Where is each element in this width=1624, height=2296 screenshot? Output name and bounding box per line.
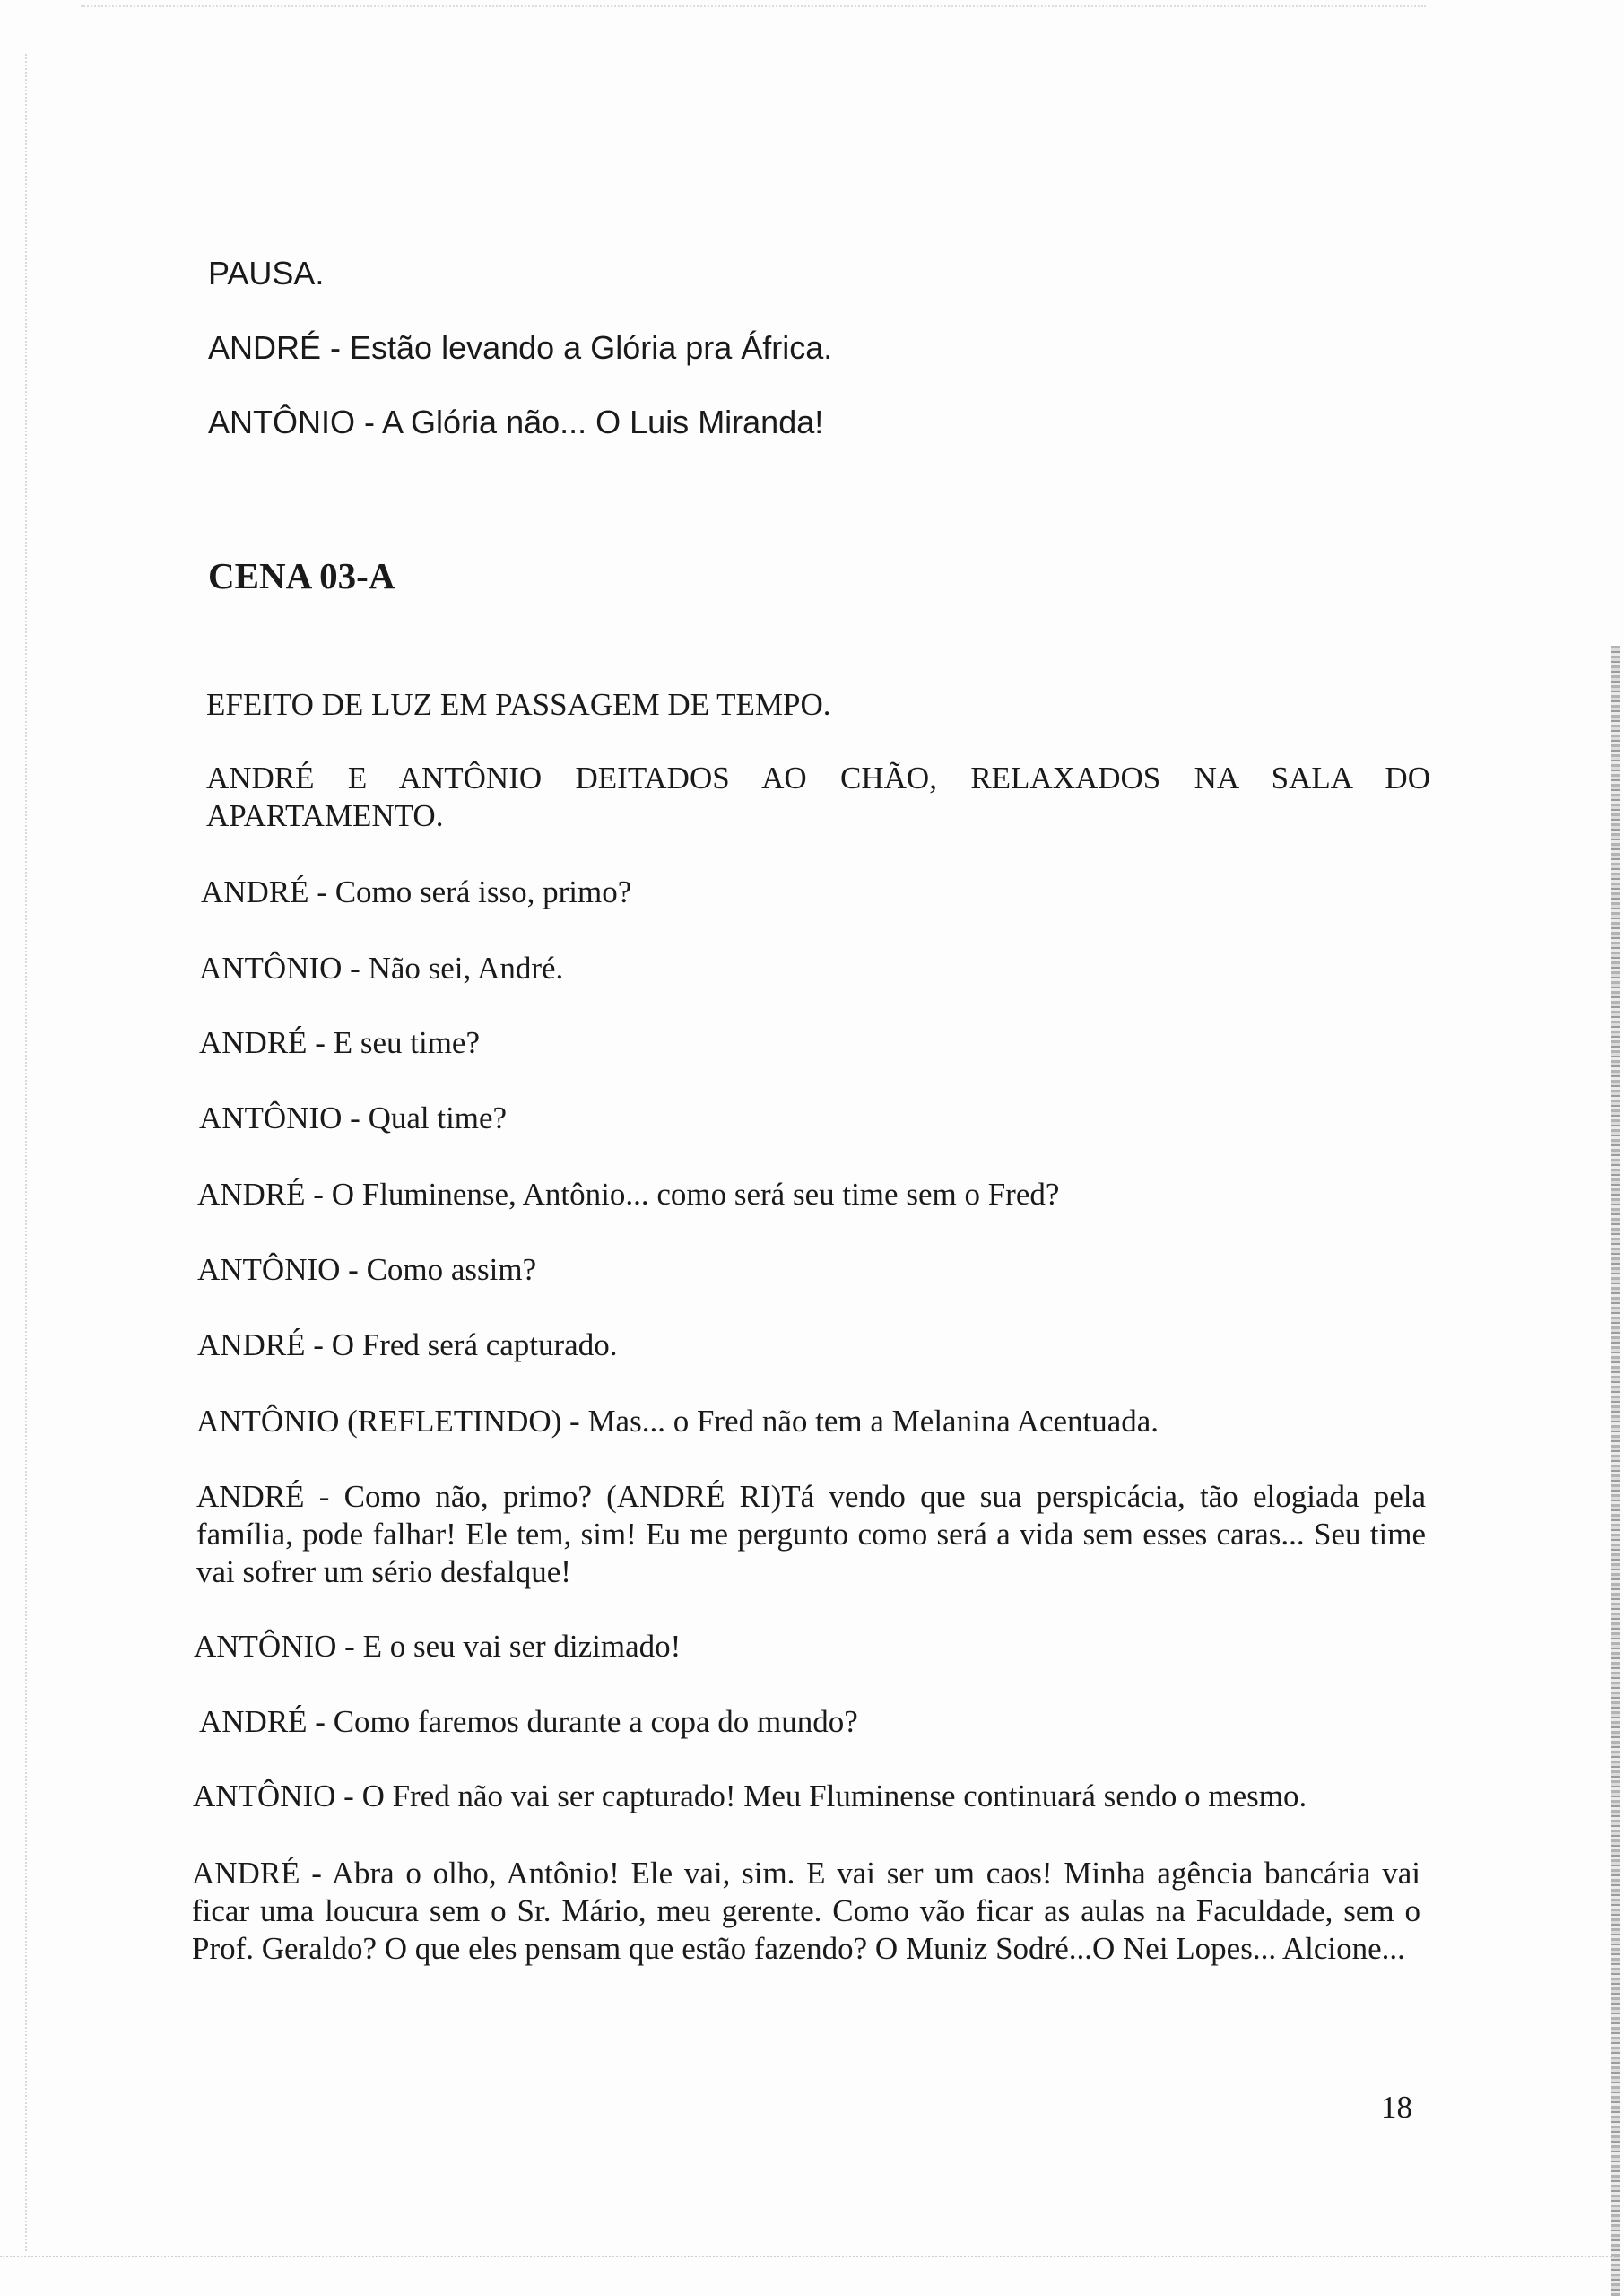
scan-artifact-right xyxy=(1611,646,1620,2296)
dialogue-line: ANDRÉ - Estão levando a Glória pra África. xyxy=(208,329,833,366)
dialogue-paragraph: ANDRÉ - Abra o olho, Antônio! Ele vai, sim. E vai ser um caos! Minha agência bancária vai ficar uma loucura sem o Sr. Mário, meu gerente. Como vão ficar as aulas na Faculdade, sem o Prof. Geraldo? O que eles pensam que estão fazendo? O Muniz Sodré...O Nei Lopes... Alcione... xyxy=(192,1856,1420,1966)
dialogue-line: ANTÔNIO - Qual time? xyxy=(199,1100,508,1135)
stage-line-pausa: PAUSA. xyxy=(208,255,325,291)
dialogue-line: ANDRÉ - Como faremos durante a copa do mundo? xyxy=(199,1704,858,1739)
dialogue-line: ANDRÉ - Como será isso, primo? xyxy=(201,874,632,909)
dialogue-line: ANDRÉ - E seu time? xyxy=(199,1025,480,1060)
scene-heading: CENA 03-A xyxy=(208,555,395,596)
dialogue-line: ANTÔNIO - O Fred não vai ser capturado! Meu Fluminense continuará sendo o mesmo. xyxy=(193,1779,1307,1813)
dialogue-paragraph: ANDRÉ - Como não, primo? (ANDRÉ RI)Tá vendo que sua perspicácia, tão elogiada pela família, pode falhar! Ele tem, sim! Eu me pergunto como será a vida sem esses caras... Seu time vai sofrer um sério desfalque! xyxy=(196,1479,1426,1589)
scan-artifact-top xyxy=(81,5,1426,11)
stage-direction: EFEITO DE LUZ EM PASSAGEM DE TEMPO. xyxy=(206,687,831,722)
dialogue-line: ANTÔNIO (REFLETINDO) - Mas... o Fred não tem a Melanina Acentuada. xyxy=(196,1404,1159,1439)
page-number: 18 xyxy=(1381,2090,1412,2125)
dialogue-line: ANTÔNIO - Como assim? xyxy=(197,1252,537,1287)
scan-artifact-left xyxy=(25,54,32,2251)
dialogue-line: ANDRÉ - O Fred será capturado. xyxy=(197,1327,618,1362)
stage-direction: ANDRÉ E ANTÔNIO DEITADOS AO CHÃO, RELAXADOS NA SALA DO APARTAMENTO. xyxy=(206,761,1430,833)
dialogue-line: ANTÔNIO - E o seu vai ser dizimado! xyxy=(194,1629,682,1664)
dialogue-line: ANTÔNIO - A Glória não... O Luis Miranda! xyxy=(208,404,824,440)
dialogue-line: ANTÔNIO - Não sei, André. xyxy=(199,951,564,986)
scan-artifact-bottom xyxy=(0,2256,1614,2260)
dialogue-line: ANDRÉ - O Fluminense, Antônio... como será seu time sem o Fred? xyxy=(197,1177,1060,1212)
